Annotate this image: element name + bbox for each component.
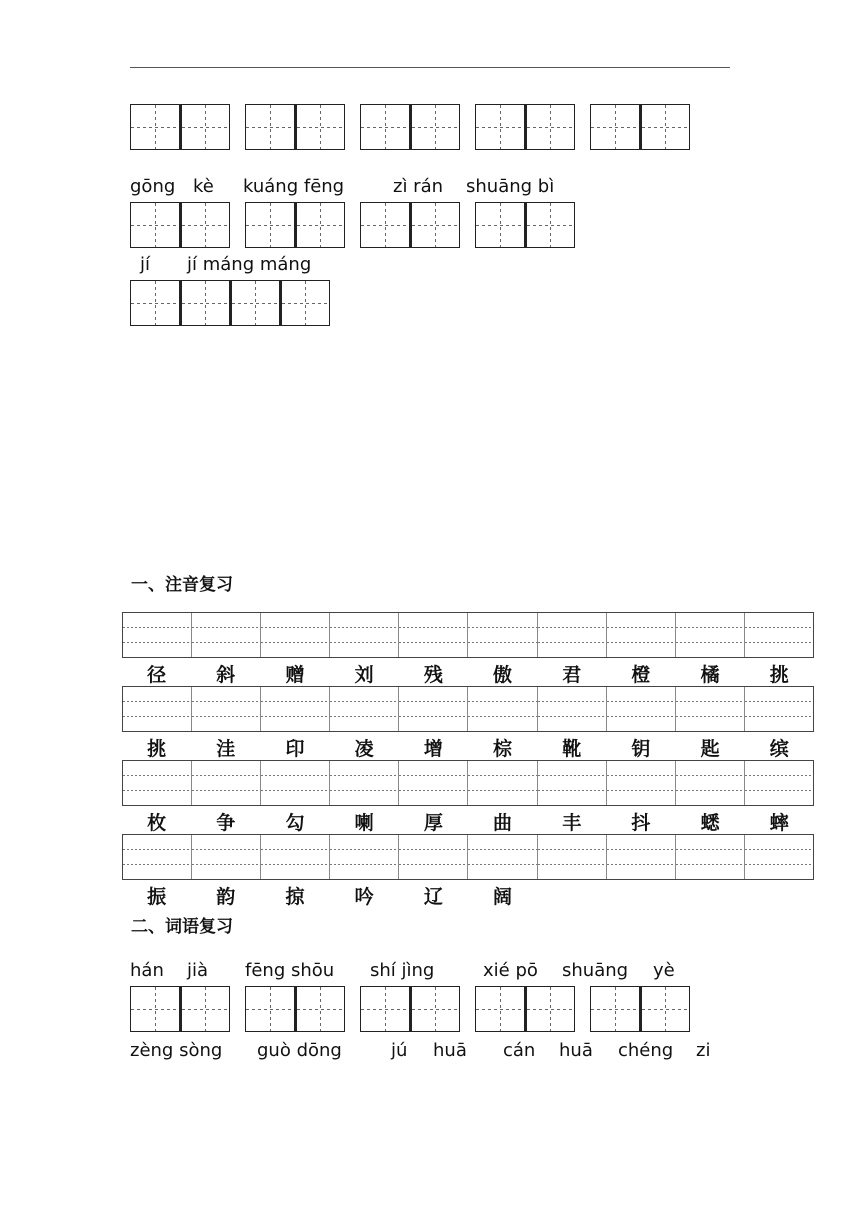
char-cell (475, 104, 525, 150)
grid-cell (330, 835, 399, 879)
char-cell (410, 104, 460, 150)
char-cell (640, 104, 690, 150)
grid-cell (261, 687, 330, 731)
grid-cell (399, 613, 468, 657)
grid-cell (261, 613, 330, 657)
word-box (360, 202, 460, 248)
word-box (475, 104, 575, 150)
pinyin-text: huā (433, 1040, 467, 1061)
char-cell (245, 986, 295, 1032)
pinyin-text: shuāng (562, 960, 629, 981)
pinyin-text: jià (187, 960, 209, 981)
word-box (130, 280, 330, 326)
word-box (590, 986, 690, 1032)
grid-cell (676, 835, 745, 879)
hanzi: 增 (423, 738, 443, 760)
grid-cell (123, 761, 192, 805)
word-box (475, 202, 575, 248)
word-box-row-2 (130, 202, 590, 248)
char-cell (410, 986, 460, 1032)
pinyin-text: chéng (618, 1040, 674, 1061)
word-box (130, 202, 230, 248)
pinyin-text: jí máng máng (187, 254, 312, 275)
grid-cell (607, 613, 676, 657)
grid-cell (261, 835, 330, 879)
grid-cell (745, 613, 813, 657)
word-box (475, 986, 575, 1032)
grid-cell (538, 761, 607, 805)
hanzi: 吟 (354, 886, 374, 908)
hanzi: 匙 (700, 738, 720, 760)
char-cell (360, 202, 410, 248)
word-box (245, 202, 345, 248)
pinyin-text: shuāng bì (466, 176, 555, 197)
pinyin-text: guò dōng (257, 1040, 342, 1061)
pinyin-text: zèng sòng (130, 1040, 223, 1061)
hanzi: 凌 (354, 738, 374, 760)
grid-cell (468, 761, 537, 805)
section-title-pinyin-review: 一、注音复习 (131, 575, 233, 595)
character-row-2 (122, 734, 814, 761)
char-cell (130, 280, 180, 326)
hanzi: 阔 (493, 886, 513, 908)
character-row-4 (122, 882, 814, 909)
hanzi: 振 (147, 886, 167, 908)
grid-cell (399, 687, 468, 731)
char-cell (245, 202, 295, 248)
grid-cell (538, 613, 607, 657)
grid-cell (330, 613, 399, 657)
pinyin-writing-grid (122, 612, 814, 658)
char-cell (280, 280, 330, 326)
hanzi: 枚 (147, 812, 167, 834)
grid-cell (745, 687, 813, 731)
pinyin-text: kè (193, 176, 214, 197)
char-cell (130, 104, 180, 150)
grid-cell (607, 835, 676, 879)
hanzi: 君 (562, 664, 582, 686)
char-cell (180, 202, 230, 248)
pinyin-row-2 (0, 254, 860, 278)
char-cell (295, 986, 345, 1032)
pinyin-text: gōng (130, 176, 176, 197)
hanzi: 勾 (285, 812, 305, 834)
char-cell (360, 104, 410, 150)
character-row-1 (122, 660, 814, 687)
grid-cell (607, 761, 676, 805)
word-box (130, 986, 230, 1032)
grid-cell (468, 613, 537, 657)
pinyin-text: zi (696, 1040, 711, 1061)
hanzi: 斜 (216, 664, 236, 686)
word-box (590, 104, 690, 150)
char-cell (525, 104, 575, 150)
grid-cell (330, 761, 399, 805)
char-cell (180, 986, 230, 1032)
char-cell (295, 104, 345, 150)
char-cell (245, 104, 295, 150)
pinyin-text: hán (130, 960, 164, 981)
pinyin-text: kuáng fēng (243, 176, 345, 197)
grid-cell (192, 761, 261, 805)
grid-cell (192, 835, 261, 879)
hanzi: 蟋 (700, 812, 720, 834)
hanzi: 喇 (354, 812, 374, 834)
pinyin-text: shí jìng (370, 960, 435, 981)
char-cell (590, 986, 640, 1032)
grid-cell (399, 835, 468, 879)
char-cell (360, 986, 410, 1032)
grid-cell (676, 613, 745, 657)
hanzi: 缤 (769, 738, 789, 760)
pinyin-row-1 (0, 176, 860, 200)
grid-cell (123, 835, 192, 879)
grid-cell (192, 687, 261, 731)
grid-cell (123, 687, 192, 731)
grid-cell (192, 613, 261, 657)
grid-cell (538, 687, 607, 731)
hanzi: 蟀 (769, 812, 789, 834)
hanzi: 厚 (423, 812, 443, 834)
grid-cell (676, 687, 745, 731)
char-cell (475, 986, 525, 1032)
word-box (245, 104, 345, 150)
grid-cell (676, 761, 745, 805)
char-cell (130, 986, 180, 1032)
grid-cell (399, 761, 468, 805)
section2-pinyin-row-2 (0, 1040, 860, 1064)
header-rule (130, 67, 730, 68)
char-cell (590, 104, 640, 150)
char-cell (230, 280, 280, 326)
hanzi: 傲 (493, 664, 513, 686)
word-box-row-3 (130, 280, 345, 326)
char-cell (475, 202, 525, 248)
hanzi: 橘 (700, 664, 720, 686)
hanzi: 橙 (631, 664, 651, 686)
hanzi: 辽 (423, 886, 443, 908)
pinyin-text: xié pō (483, 960, 538, 981)
word-box (130, 104, 230, 150)
word-box (245, 986, 345, 1032)
pinyin-writing-grid (122, 834, 814, 880)
pinyin-text: zì rán (393, 176, 444, 197)
grid-cell (468, 835, 537, 879)
char-cell (180, 104, 230, 150)
char-cell (525, 986, 575, 1032)
hanzi: 韵 (216, 886, 236, 908)
hanzi: 靴 (562, 738, 582, 760)
grid-cell (330, 687, 399, 731)
grid-cell (745, 761, 813, 805)
char-cell (130, 202, 180, 248)
section-title-word-review: 二、词语复习 (131, 917, 233, 937)
hanzi: 赠 (285, 664, 305, 686)
word-box-row-1 (130, 104, 705, 150)
grid-cell (538, 835, 607, 879)
pinyin-text: jú (391, 1040, 408, 1061)
character-row-3 (122, 808, 814, 835)
char-cell (410, 202, 460, 248)
pinyin-text: jí (140, 254, 151, 275)
pinyin-text: cán (503, 1040, 536, 1061)
hanzi: 钥 (631, 738, 651, 760)
char-cell (525, 202, 575, 248)
section2-word-box-row (130, 986, 705, 1032)
grid-cell (123, 613, 192, 657)
hanzi: 争 (216, 812, 236, 834)
hanzi: 抖 (631, 812, 651, 834)
hanzi: 掠 (285, 886, 305, 908)
char-cell (180, 280, 230, 326)
char-cell (295, 202, 345, 248)
grid-cell (745, 835, 813, 879)
hanzi: 洼 (216, 738, 236, 760)
hanzi: 曲 (493, 812, 513, 834)
grid-cell (261, 761, 330, 805)
hanzi: 挑 (769, 664, 789, 686)
pinyin-writing-grid (122, 686, 814, 732)
pinyin-text: yè (653, 960, 675, 981)
grid-cell (468, 687, 537, 731)
pinyin-text: fēng shōu (245, 960, 335, 981)
char-cell (640, 986, 690, 1032)
hanzi: 挑 (147, 738, 167, 760)
pinyin-text: huā (559, 1040, 593, 1061)
hanzi: 径 (147, 664, 167, 686)
hanzi: 丰 (562, 812, 582, 834)
hanzi: 棕 (493, 738, 513, 760)
hanzi: 印 (285, 738, 305, 760)
word-box (360, 986, 460, 1032)
pinyin-writing-grid (122, 760, 814, 806)
hanzi: 刘 (354, 664, 374, 686)
word-box (360, 104, 460, 150)
section2-pinyin-row-1 (0, 960, 860, 984)
grid-cell (607, 687, 676, 731)
hanzi: 残 (423, 664, 443, 686)
